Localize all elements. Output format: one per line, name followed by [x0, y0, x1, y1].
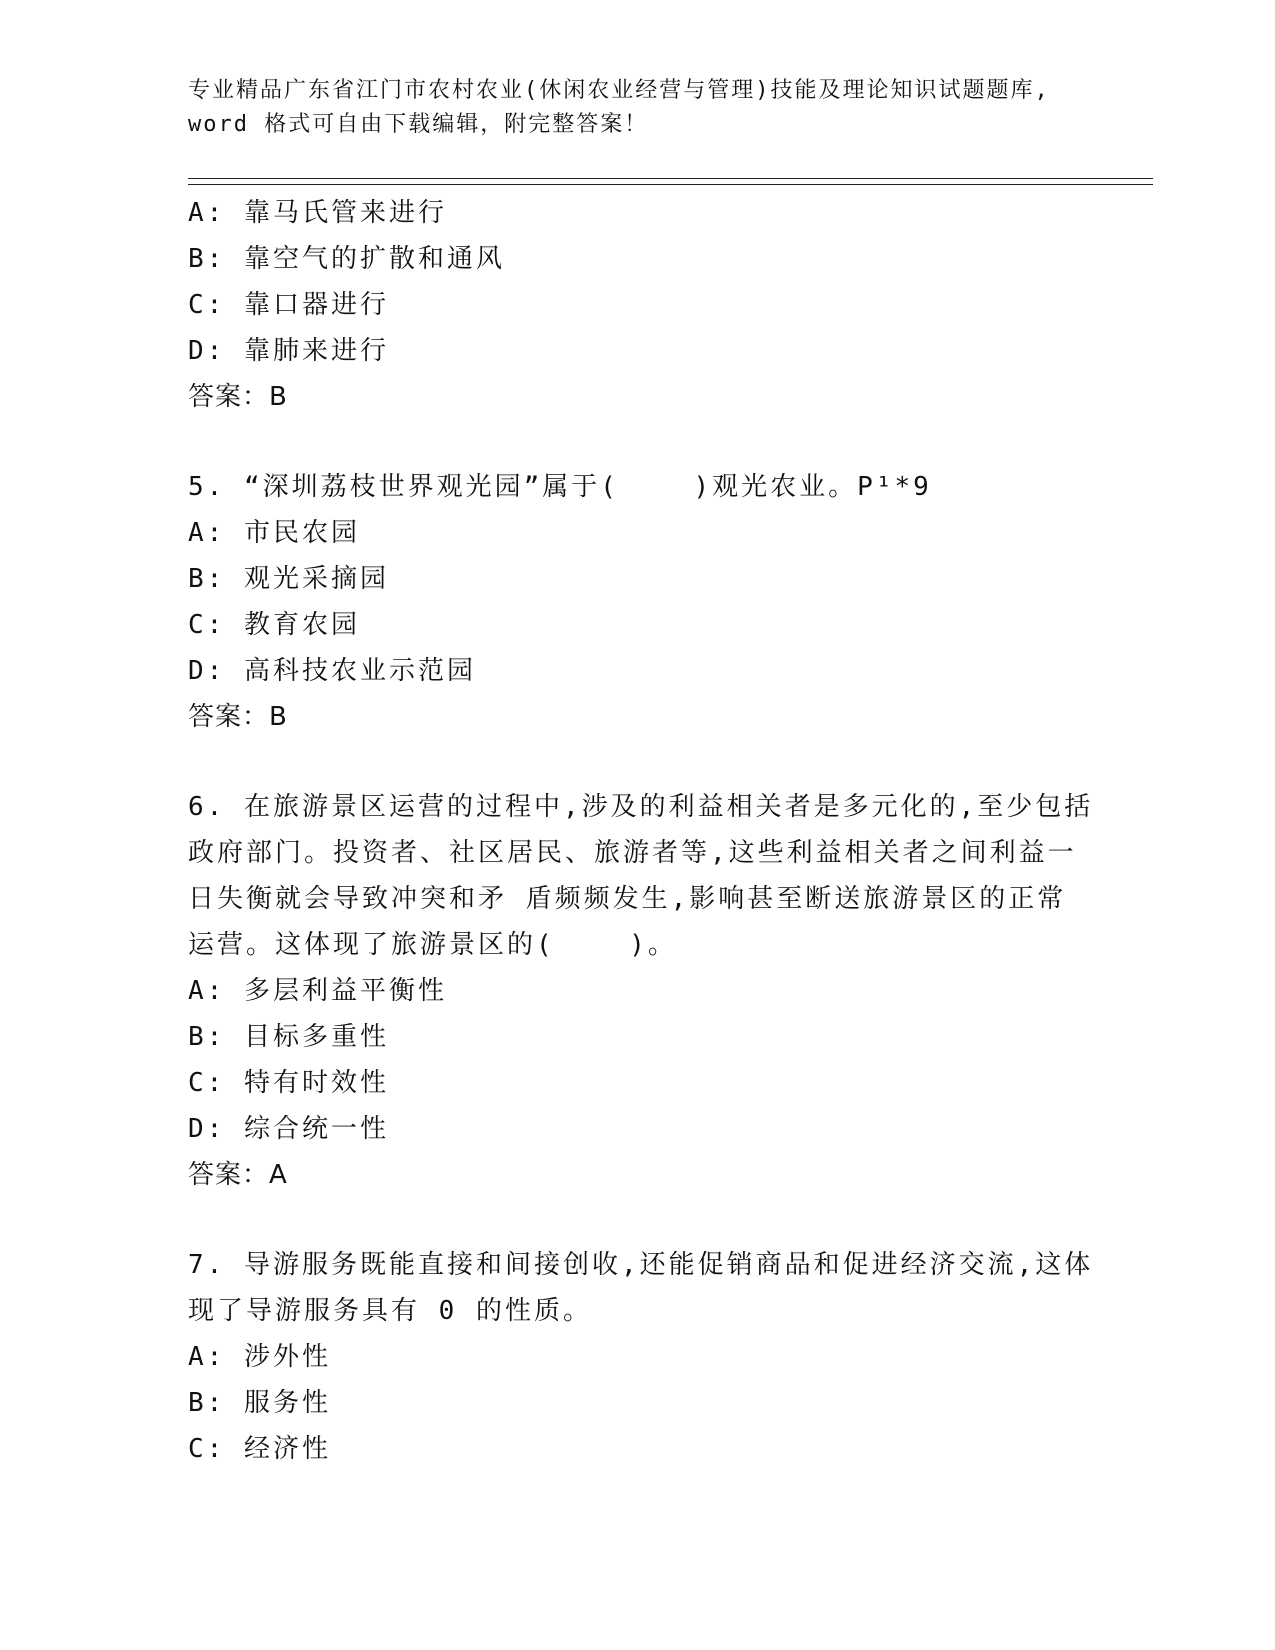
option-a: A: 靠马氏管来进行 — [188, 198, 447, 228]
option-b: B: 靠空气的扩散和通风 — [188, 244, 505, 274]
question-stem: 5. “深圳荔枝世界观光园”属于( )观光农业。P¹*9 — [188, 472, 932, 502]
spacer — [188, 420, 1088, 464]
option-d: D: 综合统一性 — [188, 1114, 389, 1144]
answer-line: 答案：B — [188, 702, 288, 732]
option-d: D: 靠肺来进行 — [188, 336, 389, 366]
question-stem-line-4: 运营。这体现了旅游景区的( )。 — [188, 930, 677, 960]
header-title-line-2: word 格式可自由下载编辑，附完整答案！ — [188, 112, 649, 137]
option-b: B: 目标多重性 — [188, 1022, 389, 1052]
header-divider — [188, 178, 1153, 185]
option-c: C: 特有时效性 — [188, 1068, 389, 1098]
question-stem-line-2: 现了导游服务具有 0 的性质。 — [188, 1296, 592, 1326]
answer-line: 答案：B — [188, 382, 288, 412]
question-5 — [188, 464, 1088, 740]
answer-line: 答案：A — [188, 1160, 288, 1190]
option-b: B: 观光采摘园 — [188, 564, 389, 594]
option-b: B: 服务性 — [188, 1388, 331, 1418]
option-c: C: 教育农园 — [188, 610, 360, 640]
document-header — [188, 74, 1088, 142]
question-4 — [188, 190, 1088, 420]
header-title-line-1: 专业精品广东省江门市农村农业(休闲农业经营与管理)技能及理论知识试题题库, — [188, 78, 1050, 103]
option-d: D: 高科技农业示范园 — [188, 656, 476, 686]
question-6 — [188, 784, 1094, 1198]
question-stem-line-3: 日失衡就会导致冲突和矛 盾频频发生,影响甚至断送旅游景区的正常 — [188, 884, 1067, 914]
option-a: A: 涉外性 — [188, 1342, 331, 1372]
question-stem-line-2: 政府部门。投资者、社区居民、旅游者等,这些利益相关者之间利益一 — [188, 838, 1077, 868]
question-list — [188, 190, 1094, 1472]
option-c: C: 经济性 — [188, 1434, 331, 1464]
spacer — [188, 740, 1088, 784]
option-a: A: 市民农园 — [188, 518, 360, 548]
question-7 — [188, 1242, 1094, 1472]
option-c: C: 靠口器进行 — [188, 290, 389, 320]
question-stem-line-1: 6. 在旅游景区运营的过程中,涉及的利益相关者是多元化的,至少包括 — [188, 792, 1094, 822]
question-stem-line-1: 7. 导游服务既能直接和间接创收,还能促销商品和促进经济交流,这体 — [188, 1250, 1094, 1280]
spacer — [188, 1198, 1088, 1242]
option-a: A: 多层利益平衡性 — [188, 976, 447, 1006]
